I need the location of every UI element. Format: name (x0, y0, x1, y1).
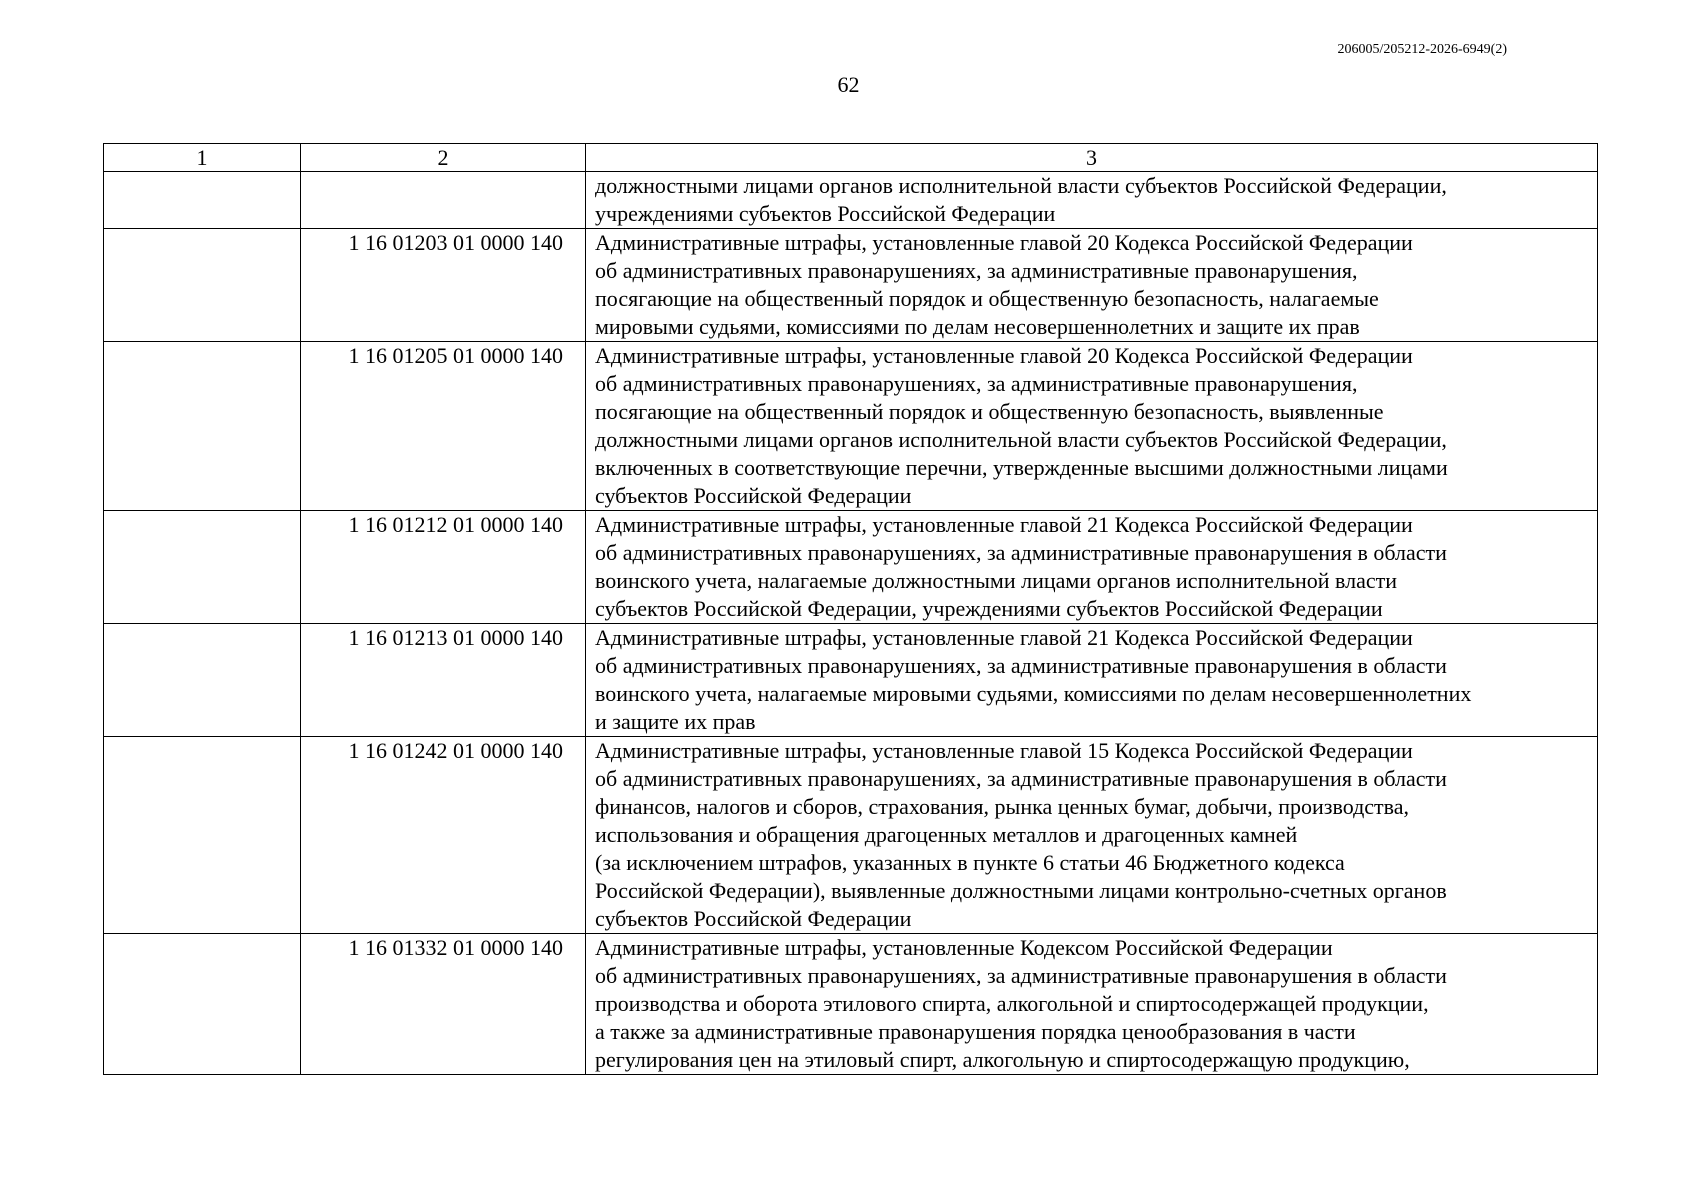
description-line: финансов, налогов и сборов, страхования, рынка ценных бумаг, добычи, производства, (595, 794, 1410, 819)
description-line: об административных правонарушениях, за административные правонарушения, (595, 258, 1358, 283)
description-line: должностными лицами органов исполнительной власти субъектов Российской Федерации, (595, 173, 1447, 198)
table-row (104, 229, 1598, 342)
table-row (104, 342, 1598, 511)
row-column-1-cell (104, 624, 301, 737)
description-cell (586, 172, 1598, 229)
row-column-1-cell (104, 934, 301, 1075)
description-cell (586, 229, 1598, 342)
description-cell (586, 934, 1598, 1075)
description-line: Административные штрафы, установленные Кодексом Российской Федерации (595, 935, 1333, 960)
table-header (104, 144, 1598, 172)
table-body (104, 172, 1598, 1075)
description-line: об административных правонарушениях, за административные правонарушения в области (595, 653, 1447, 678)
table-row (104, 511, 1598, 624)
header-row (104, 144, 1598, 172)
description-line: об административных правонарушениях, за административные правонарушения в области (595, 766, 1447, 791)
description-cell (586, 624, 1598, 737)
row-column-1-cell (104, 342, 301, 511)
description-line: Административные штрафы, установленные главой 20 Кодекса Российской Федерации (595, 230, 1413, 255)
description-line: мировыми судьями, комиссиями по делам несовершеннолетних и защите их прав (595, 314, 1360, 339)
document-id: 206005/205212-2026-6949(2) (1337, 42, 1507, 57)
description-line: об административных правонарушениях, за административные правонарушения в области (595, 540, 1447, 565)
description-line: учреждениями субъектов Российской Федерации (595, 201, 1056, 226)
table-row (104, 172, 1598, 229)
description-line: воинского учета, налагаемые должностными лицами органов исполнительной власти (595, 568, 1398, 593)
description-line: Административные штрафы, установленные главой 21 Кодекса Российской Федерации (595, 512, 1413, 537)
description-line: (за исключением штрафов, указанных в пункте 6 статьи 46 Бюджетного кодекса (595, 850, 1345, 875)
description-line: производства и оборота этилового спирта, алкогольной и спиртосодержащей продукции, (595, 991, 1429, 1016)
description-line: субъектов Российской Федерации, учреждениями субъектов Российской Федерации (595, 596, 1383, 621)
description-cell (586, 511, 1598, 624)
description-line: регулирования цен на этиловый спирт, алкогольную и спиртосодержащую продукцию, (595, 1047, 1410, 1072)
budget-code-cell: 1 16 01332 01 0000 140 (301, 934, 586, 1075)
row-column-1-cell (104, 172, 301, 229)
description-line: должностными лицами органов исполнительной власти субъектов Российской Федерации, (595, 427, 1447, 452)
page-number: 62 (837, 72, 860, 97)
description-line: посягающие на общественный порядок и общественную безопасность, налагаемые (595, 286, 1379, 311)
description-line: посягающие на общественный порядок и общественную безопасность, выявленные (595, 399, 1384, 424)
budget-code-cell: 1 16 01213 01 0000 140 (301, 624, 586, 737)
description-line: субъектов Российской Федерации (595, 483, 912, 508)
budget-code-cell: 1 16 01212 01 0000 140 (301, 511, 586, 624)
description-line: воинского учета, налагаемые мировыми судьями, комиссиями по делам несовершеннолетних (595, 681, 1472, 706)
description-line: об административных правонарушениях, за административные правонарушения, (595, 371, 1358, 396)
budget-code-cell: 1 16 01205 01 0000 140 (301, 342, 586, 511)
description-line: Российской Федерации), выявленные должностными лицами контрольно-счетных органов (595, 878, 1447, 903)
column-header-2: 2 (301, 144, 586, 172)
description-line: об административных правонарушениях, за административные правонарушения в области (595, 963, 1447, 988)
table-row (104, 624, 1598, 737)
description-line: и защите их прав (595, 709, 756, 734)
description-line: субъектов Российской Федерации (595, 906, 912, 931)
description-line: Административные штрафы, установленные главой 15 Кодекса Российской Федерации (595, 738, 1413, 763)
description-cell (586, 737, 1598, 934)
description-line: Административные штрафы, установленные главой 21 Кодекса Российской Федерации (595, 625, 1413, 650)
row-column-1-cell (104, 737, 301, 934)
description-line: включенных в соответствующие перечни, утвержденные высшими должностными лицами (595, 455, 1448, 480)
column-header-3: 3 (586, 144, 1598, 172)
description-line: использования и обращения драгоценных металлов и драгоценных камней (595, 822, 1298, 847)
description-line: Административные штрафы, установленные главой 20 Кодекса Российской Федерации (595, 343, 1413, 368)
table-row (104, 934, 1598, 1075)
budget-code-cell (301, 172, 586, 229)
description-cell (586, 342, 1598, 511)
budget-code-cell: 1 16 01203 01 0000 140 (301, 229, 586, 342)
budget-classification-table (103, 143, 1598, 1075)
row-column-1-cell (104, 229, 301, 342)
table-row (104, 737, 1598, 934)
column-header-1: 1 (104, 144, 301, 172)
budget-code-cell: 1 16 01242 01 0000 140 (301, 737, 586, 934)
description-line: а также за административные правонарушения порядка ценообразования в части (595, 1019, 1356, 1044)
row-column-1-cell (104, 511, 301, 624)
